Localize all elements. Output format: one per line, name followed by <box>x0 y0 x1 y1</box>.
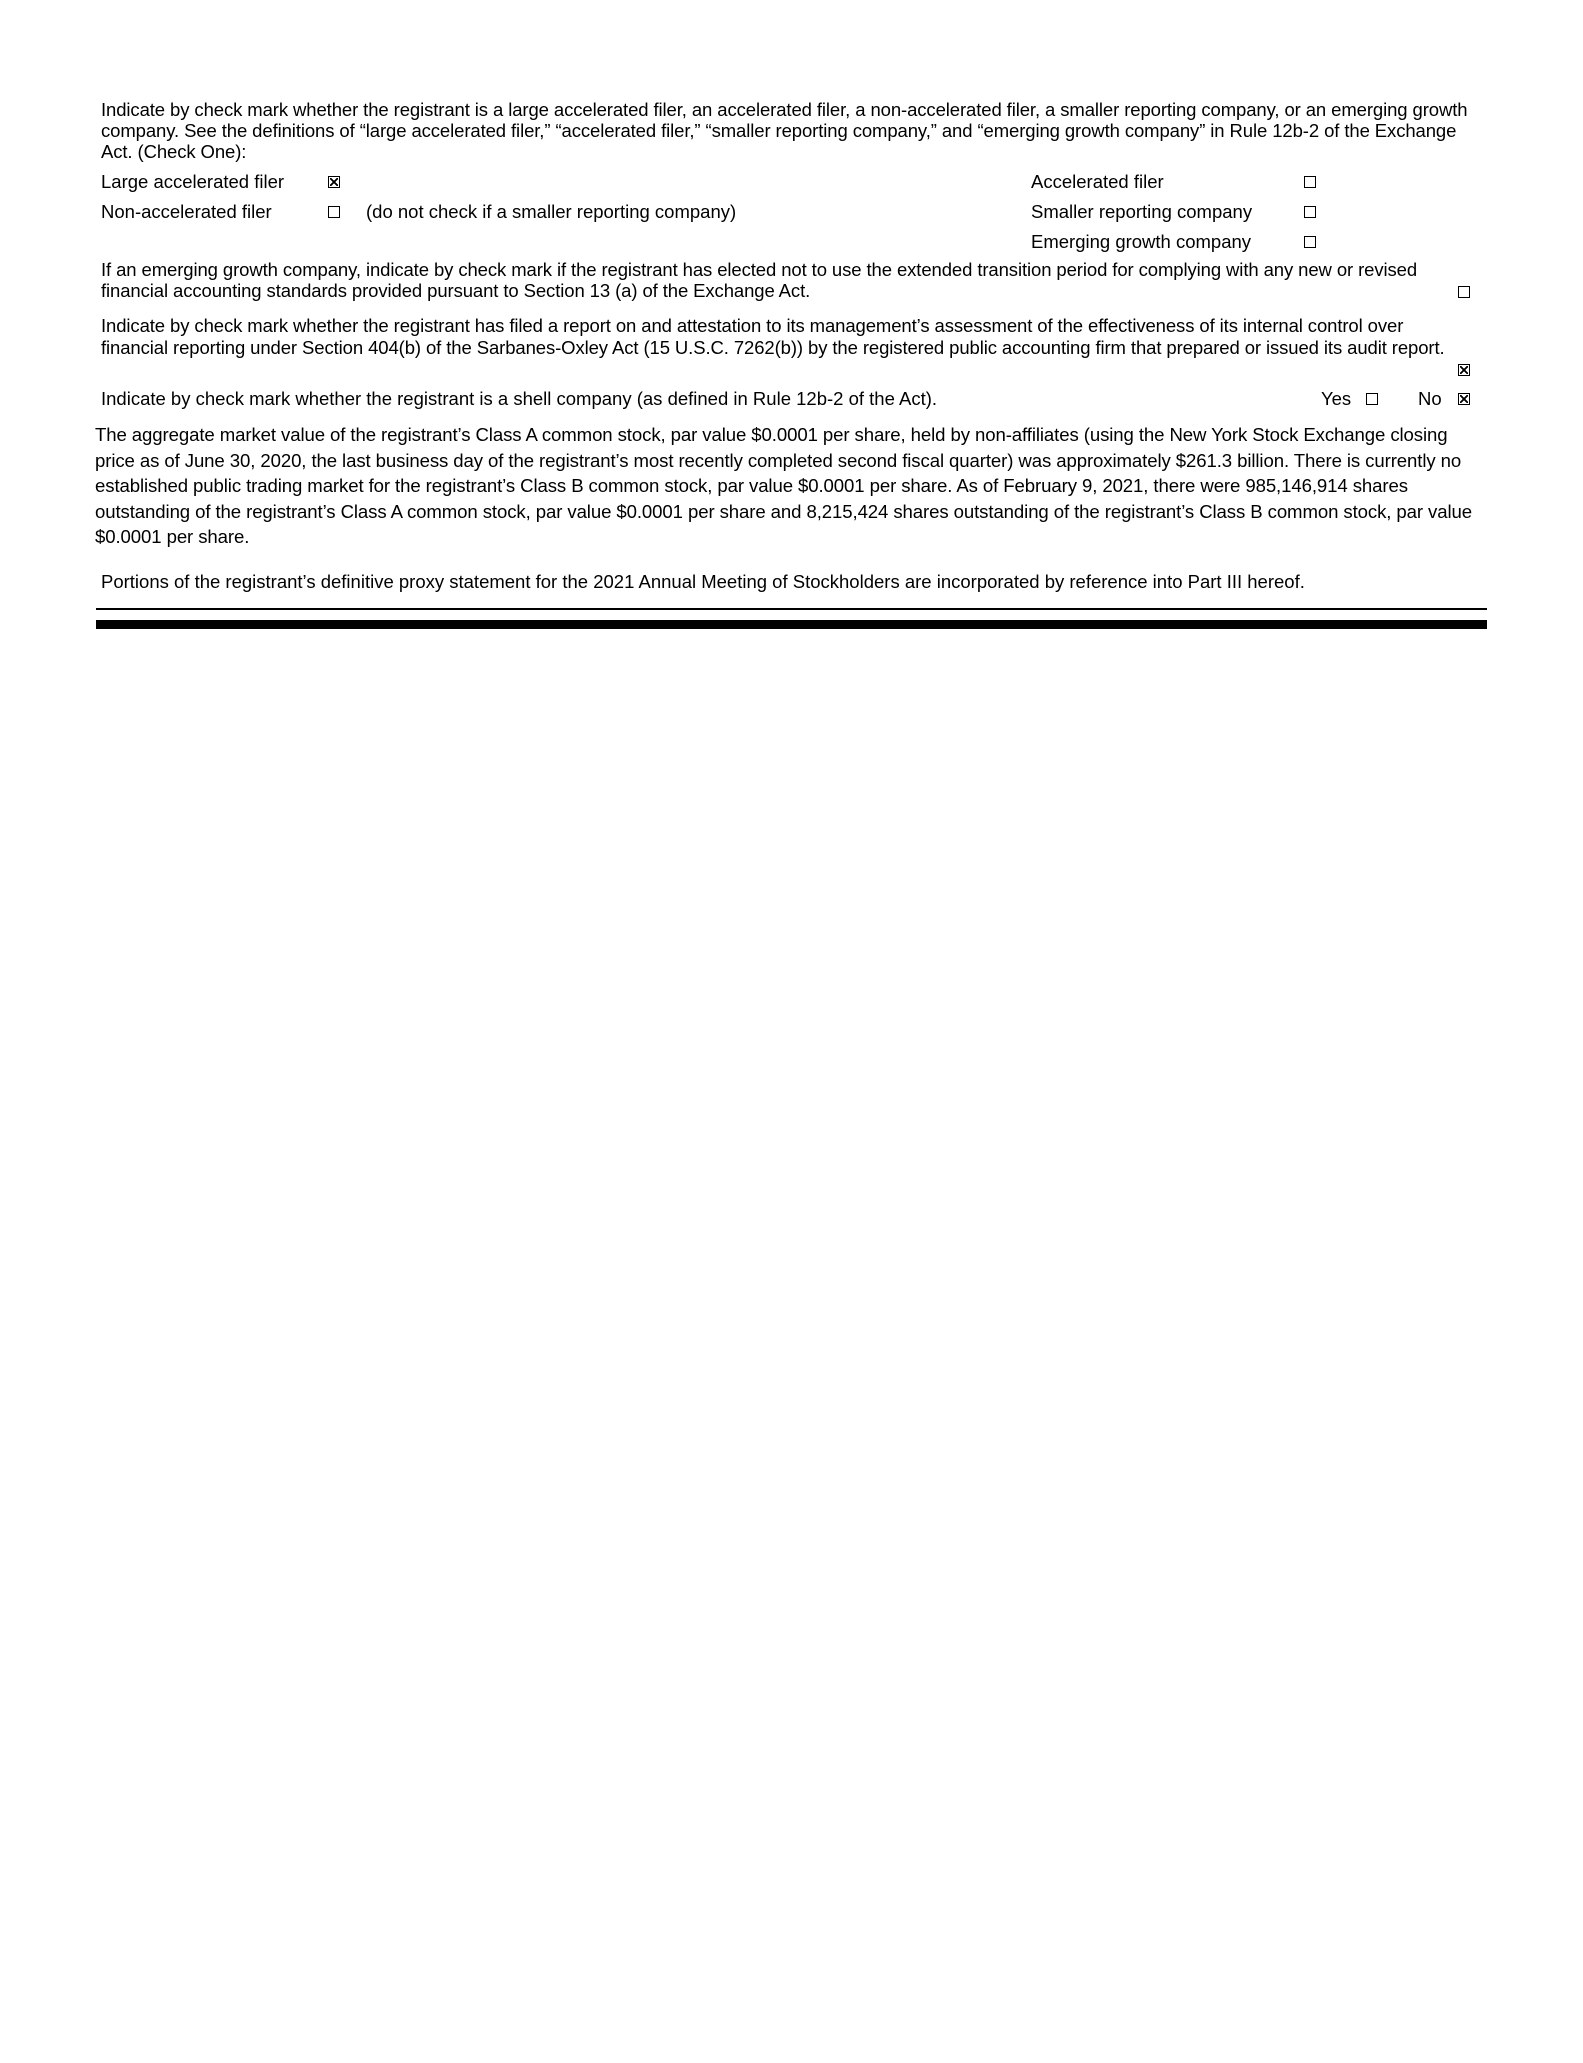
shell-company-yes-label: Yes <box>1321 388 1352 409</box>
emerging-growth-company-label: Emerging growth company <box>1031 231 1252 252</box>
smaller-reporting-company-label: Smaller reporting company <box>1031 201 1253 222</box>
market-value-text: The aggregate market value of the registrant’s Class A common stock, par value $0.0001 per share, held by non-affiliates (using the New York Stock Exchange closing price as of June 30, 2020, the last business day of the registrant’s most recently completed second fiscal quarter) was approximately $261.3 billion. There is currently no established public trading market for the registrant’s Class B common stock, par value $0.0001 per share. As of February 9, 2021, there were 985,146,914 shares outstanding of the registrant’s Class A common stock, par value $0.0001 per share and 8,215,424 shares outstanding of the registrant’s Class B common stock, par value $0.0001 per share. <box>95 424 1473 548</box>
non-accelerated-filer-label: Non-accelerated filer <box>101 201 272 222</box>
divider-thick <box>96 620 1487 629</box>
internal-control-checkbox[interactable] <box>1458 364 1470 376</box>
transition-period-text: If an emerging growth company, indicate by check mark if the registrant has elected not to use the extended transition period for complying with any new or revised financial accounting standards provided pursuant to Section 13 (a) of the Exchange Act. <box>101 259 1418 301</box>
large-accelerated-filer-label: Large accelerated filer <box>101 171 285 192</box>
filer-status-intro: Indicate by check mark whether the registrant is a large accelerated filer, an accelerated filer, a non-accelerated filer, a smaller reporting company, or an emerging growth company. See the definitions of “large accelerated filer,” “accelerated filer,” “smaller reporting company,” and “emerging growth company” in Rule 12b-2 of the Exchange Act. (Check One): <box>101 99 1468 162</box>
shell-company-text: Indicate by check mark whether the registrant is a shell company (as defined in Rule 12b-2 of the Act). <box>101 388 938 409</box>
accelerated-filer-checkbox[interactable] <box>1304 176 1316 188</box>
large-accelerated-filer-checkbox[interactable] <box>328 176 340 188</box>
shell-company-no-checkbox[interactable] <box>1458 393 1470 405</box>
non-accelerated-filer-note: (do not check if a smaller reporting company) <box>366 201 737 222</box>
internal-control-text: Indicate by check mark whether the registrant has filed a report on and attestation to its management’s assessment of the effectiveness of its internal control over financial reporting under Section 404(b) of the Sarbanes-Oxley Act (15 U.S.C. 7262(b)) by the registered public accounting firm that prepared or issued its audit report. <box>101 315 1445 358</box>
non-accelerated-filer-checkbox[interactable] <box>328 206 340 218</box>
emerging-growth-company-checkbox[interactable] <box>1304 236 1316 248</box>
smaller-reporting-company-checkbox[interactable] <box>1304 206 1316 218</box>
transition-period-checkbox[interactable] <box>1458 286 1470 298</box>
accelerated-filer-label: Accelerated filer <box>1031 171 1164 192</box>
shell-company-yes-checkbox[interactable] <box>1366 393 1378 405</box>
divider-thin <box>96 608 1487 610</box>
proxy-statement-text: Portions of the registrant’s definitive proxy statement for the 2021 Annual Meeting of Stockholders are incorporated by reference into Part III hereof. <box>101 571 1305 592</box>
shell-company-no-label: No <box>1418 388 1442 409</box>
